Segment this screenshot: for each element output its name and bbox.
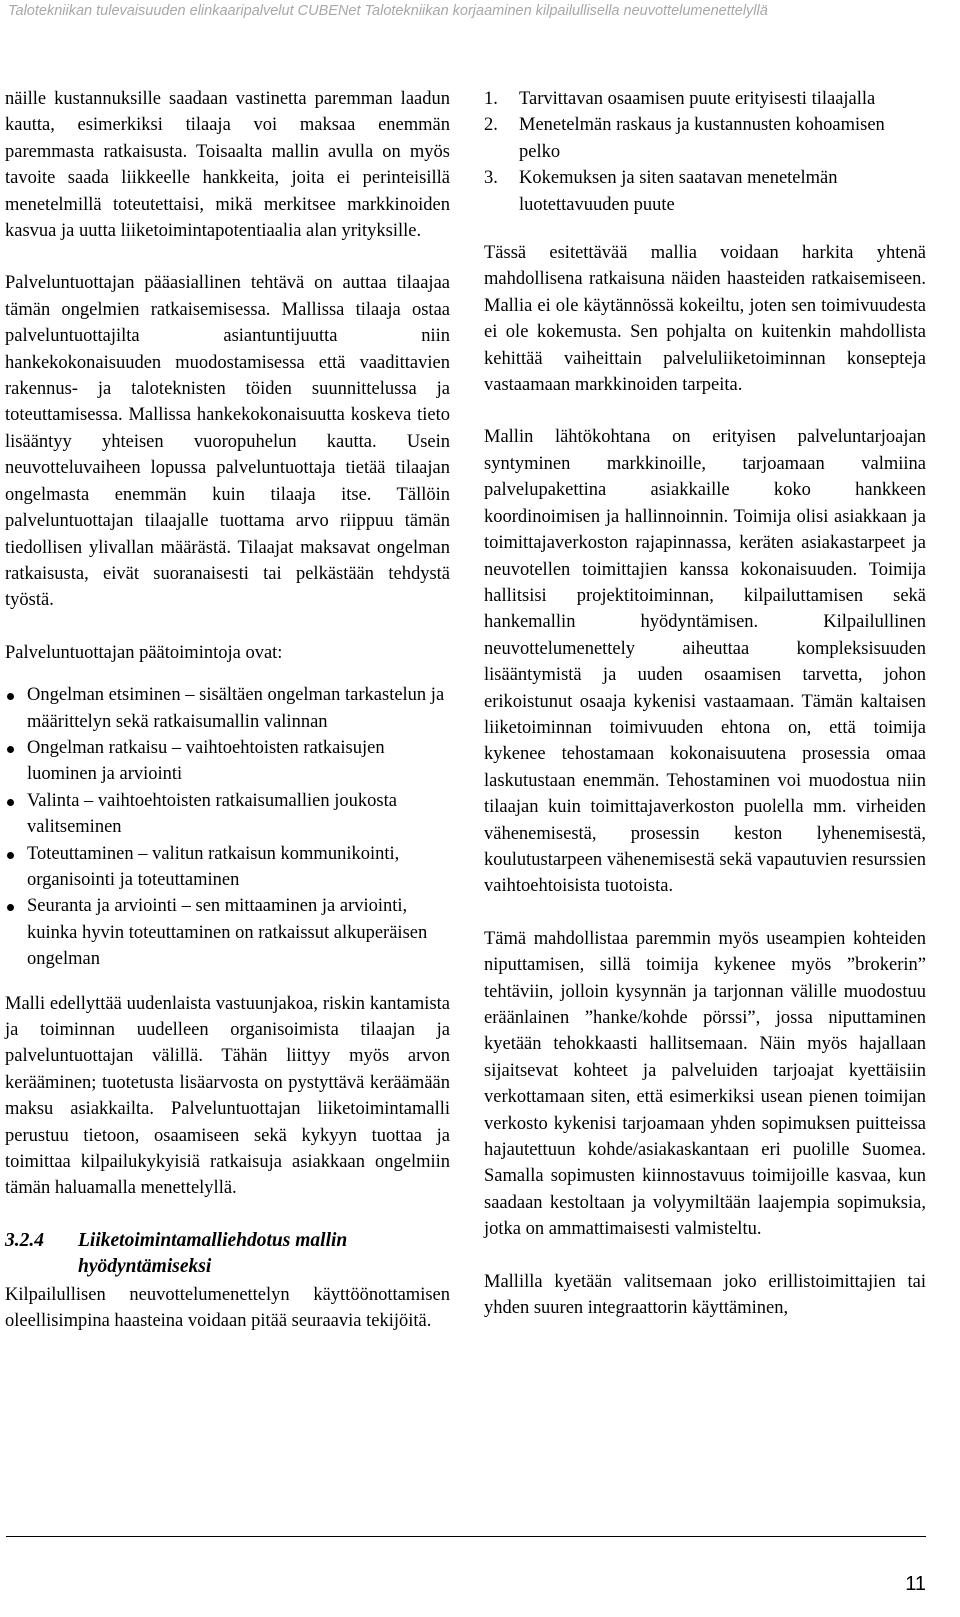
right-column (484, 86, 926, 1347)
paragraph: Palveluntuottajan päätoimintoja ovat: (5, 642, 283, 663)
list-number: 3. (484, 168, 498, 189)
section-title: Liiketoimintamalliehdotus mallin hyödyntämiseksi (78, 1229, 348, 1277)
list-item (484, 165, 926, 218)
bullet-icon (7, 852, 14, 859)
list-item-text: Toteuttaminen – valitun ratkaisun kommunikointi, organisointi ja toteuttaminen (27, 843, 400, 890)
list-number: 1. (484, 89, 498, 109)
paragraph: näille kustannuksille saadaan vastinetta paremman laadun kautta, esimerkiksi tilaaja voi maksaa enemmän paremmasta ratkaisusta. Toisaalta mallin avulla on myös tavoite saada liikkeelle hankkeita, joita ei perinteisillä menetelmillä toteutettaisi, mikä merkitsee markkinoiden kasvua ja uutta liiketoimintapotentiaalia alan yrityksille. (5, 89, 450, 242)
paragraph: Mallin lähtökohtana on erityisen palveluntarjoajan syntyminen markkinoille, tarjoamaan valmiina palvelupakettina asiakkaille koko hankkeen koordinoimisen ja hallinnoinnin. Toimija olisi asiakkaan ja toimittajaverkoston rajapinnassa, keräten asiakastarpeet ja neuvotellen toimittajien kanssa kokonaisuuden. Toimija hallitsisi projektitoiminnan, kilpailuttamisen sekä hankemallin hyödyntämisen. Kilpailullinen neuvottelumenettely aiheuttaa kompleksisuuden lisääntymistä ja uuden osaamisen tarvetta, johon erikoistunut osaaja kykenisi vastaamaan. Tämän kaltaisen liiketoiminnan toimivuuden ehtona on, että toimija kykenee tehostamaan kokonaisuutena prosessia omaa laskutustaan enemmän. Tehostaminen voi muodostua niin tilaajan kuin toimittajaverkoston puolella mm. virheiden vähenemisestä, prosessin keston lyhenemisestä, koulutustarpeen vähenemisestä sekä vapautuvien resurssien vaihtoehtoisista tuotoista. (484, 427, 926, 897)
list-item (5, 841, 450, 894)
list-item-text: Tarvittavan osaamisen puute erityisesti tilaajalla (519, 89, 876, 109)
numbered-list (484, 86, 926, 218)
paragraph: Palveluntuottajan pääasiallinen tehtävä on auttaa tilaajaa tämän ongelmien ratkaisemisessa. Mallissa tilaaja ostaa palveluntuottajilta asiantuntijuutta niin hankekokonaisuuden muodostamisessa että vaadittavien rakennus- ja taloteknisten töiden suunnittelussa ja toteuttamisessa. Mallissa hankekokonaisuutta koskeva tieto lisääntyy yhteisen vuoropuhelun kautta. Usein neuvotteluvaiheen lopussa palveluntuottaja tietää tilaajan ongelmasta enemmän kuin tilaaja itse. Tällöin palveluntuottajan tilaajalle tuottama arvo riippuu tämän tiedollisen ylivallan määrästä. Tilaajat maksavat ongelman ratkaisusta, eivät suoranaisesti tai pelkästään tehdystä työstä. (5, 273, 450, 611)
paragraph: Malli edellyttää uudenlaista vastuunjakoa, riskin kantamista ja toiminnan uudelleen organisoimista tilaajan ja palveluntuottajan välillä. Tähän liittyy myös arvon kerääminen; tuotetusta lisäarvosta on pystyttävä keräämään maksu asiakkailta. Palveluntuottajan liiketoimintamalli perustuu tietoon, osaamiseen sekä kykyyn tuottaa ja toimittaa kilpailukykyisiä ratkaisuja asiakkaan ongelmiin tämän haluamalla menettelyllä. (5, 993, 450, 1199)
bullet-icon (7, 799, 14, 806)
list-item (5, 788, 450, 841)
left-column (5, 86, 450, 1361)
list-item-text: Ongelman etsiminen – sisältäen ongelman tarkastelun ja määrittelyn sekä ratkaisumallin valinnan (27, 685, 445, 732)
paragraph: Kilpailullisen neuvottelumenettelyn käyttöönottamisen oleellisimpina haasteina voidaan pitää seuraavia tekijöitä. (5, 1284, 450, 1332)
running-header: Talotekniikan tulevaisuuden elinkaaripalvelut CUBENet Talotekniikan korjaaminen kilpailullisella neuvottelumenettelyllä (8, 3, 768, 19)
paragraph: Tämä mahdollistaa paremmin myös useampien kohteiden niputtamisen, sillä toimija kykenee myös ”brokerin” tehtäviin, jolloin kysynnän ja tarjonnan välille muodostuu eräänlainen ”hanke/kohde pörssi”, jossa niputtaminen kyetään tehokkaasti hallitsemaan. Näin myös hajallaan sijaitsevat kohteet ja palveluiden tarjoajat kyettäisiin verkottamaan siten, että esimerkiksi usean pienen toimijan verkosto kykenisi tarjoamaan yhden sopimuksen puitteissa hajautettuun kohde/asiakaskantaan eri puolille Suomea. Samalla sopimusten kiinnostavuus toimijoille kasvaa, kun saadaan kestoltaan ja volyymiltään laajempia sopimuksia, jotka on ammattimaisesti valmisteltu. (484, 928, 926, 1240)
list-item (5, 893, 450, 972)
list-item (484, 112, 926, 165)
list-number: 2. (484, 115, 498, 136)
bullet-icon (7, 693, 14, 700)
list-item (5, 735, 450, 788)
section-heading (5, 1228, 450, 1280)
paragraph: Tässä esitettävää mallia voidaan harkita yhtenä mahdollisena ratkaisuna näiden haasteiden ratkaisemiseen. Mallia ei ole käytännössä kokeiltu, joten sen toimivuudesta ei ole kokemusta. Sen pohjalta on kuitenkin mahdollista kehittää vaiheittain palveluliiketoiminnan konsepteja vastaamaan markkinoiden tarpeita. (484, 243, 926, 396)
list-item-text: Seuranta ja arviointi – sen mittaaminen ja arviointi, kuinka hyvin toteuttaminen on ratkaissut alkuperäisen ongelman (27, 896, 428, 970)
list-item (484, 86, 926, 112)
bullet-icon (7, 904, 14, 911)
bullet-icon (7, 746, 14, 753)
footer-rule (6, 1536, 926, 1537)
bullet-list (5, 682, 450, 972)
list-item-text: Ongelman ratkaisu – vaihtoehtoisten ratkaisujen luominen ja arviointi (27, 737, 385, 785)
section-number: 3.2.4 (5, 1229, 44, 1251)
list-item-text: Kokemuksen ja siten saatavan menetelmän luotettavuuden puute (519, 168, 838, 215)
page-number: 11 (905, 1573, 926, 1595)
list-item (5, 682, 450, 735)
paragraph: Mallilla kyetään valitsemaan joko erillistoimittajien tai yhden suuren integraattorin käyttäminen, (484, 1271, 926, 1319)
list-item-text: Valinta – vaihtoehtoisten ratkaisumallien joukosta valitseminen (27, 790, 397, 838)
list-item-text: Menetelmän raskaus ja kustannusten kohoamisen pelko (519, 115, 885, 162)
